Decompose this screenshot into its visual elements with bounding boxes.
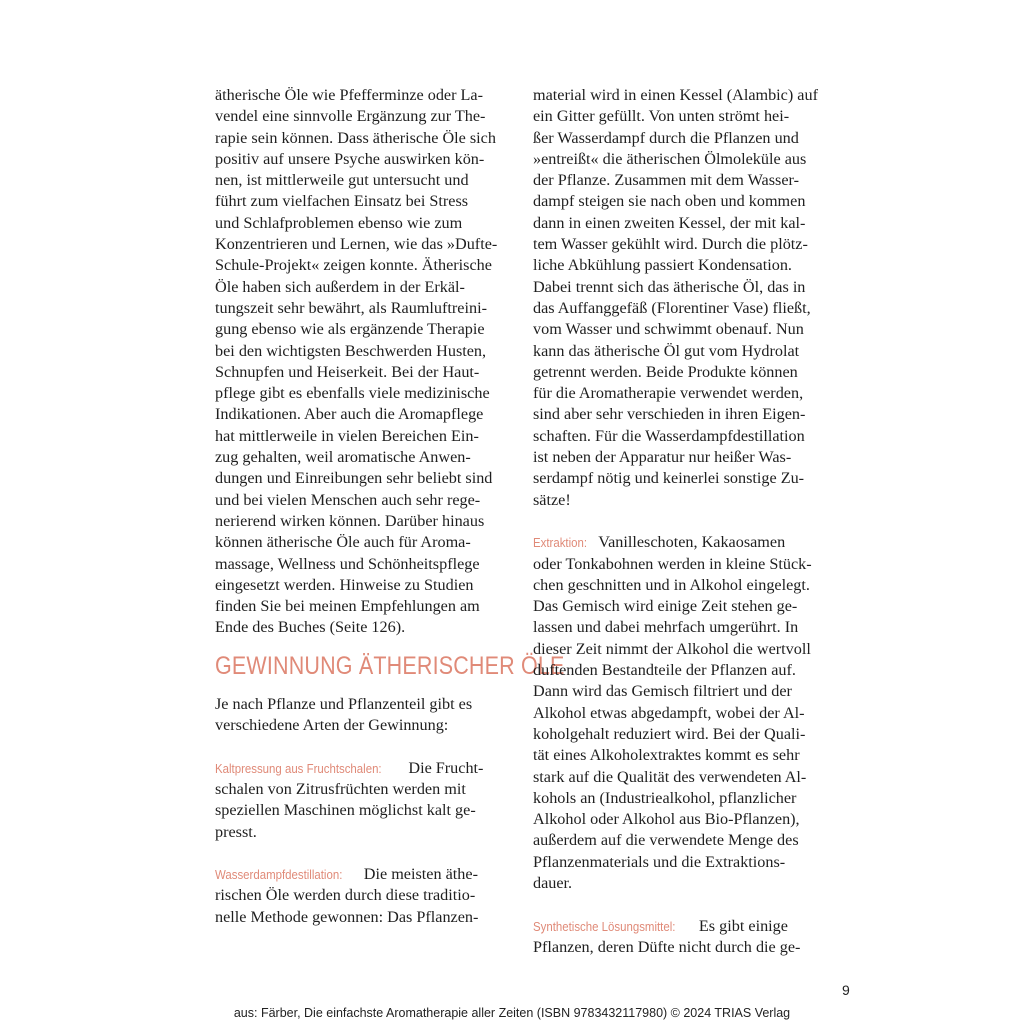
method-label: Synthetische Lösungsmittel: [533, 918, 676, 934]
method-label: Extraktion: [533, 535, 588, 551]
text-line: pflege gibt es ebenfalls viele medizinische [215, 384, 490, 403]
distillation-paragraph [533, 85, 833, 511]
text-line: können ätherische Öle auch für Aroma- [215, 533, 471, 552]
text-line: zug gehalten, weil aromatische Anwen- [215, 448, 471, 467]
text-line: und Schlafproblemen ebenso wie zum [215, 213, 463, 232]
text-line: duftenden Bestandteile der Pflanzen auf. [533, 661, 796, 680]
method-synthetische-loesungsmittel [533, 916, 833, 959]
text-line: nelle Methode gewonnen: Das Pflanzen- [215, 907, 479, 926]
text-line: material wird in einen Kessel (Alambic) auf [533, 86, 818, 104]
text-line: dann in einen zweiten Kessel, der mit kal- [533, 213, 806, 232]
text-line: Indikationen. Aber auch die Aromapflege [215, 405, 484, 424]
text-line: Alkohol oder Alkohol aus Bio-Pflanzen), [533, 810, 800, 829]
text-line: ein Gitter gefüllt. Von unten strömt hei- [533, 107, 790, 126]
text-line: lassen und dabei mehrfach umgerührt. In [533, 618, 799, 637]
text-line: »entreißt« die ätherischen Ölmoleküle aus [533, 149, 807, 168]
method-text: Vanilleschoten, Kakaosamen [598, 533, 786, 552]
text-line: nerierend wirken können. Darüber hinaus [215, 511, 485, 530]
text-line: dauer. [533, 873, 573, 892]
text-line: finden Sie bei meinen Empfehlungen am [215, 597, 480, 616]
page-number: 9 [842, 982, 850, 998]
text-line: tät eines Alkoholextraktes kommt es sehr [533, 746, 800, 765]
method-text: Es gibt einige [698, 916, 788, 935]
text-line: bei den wichtigsten Beschwerden Husten, [215, 341, 487, 360]
text-line: Dabei trennt sich das ätherische Öl, das in [533, 277, 806, 296]
text-line: Öle haben sich außerdem in der Erkäl- [215, 277, 465, 296]
text-line: Pflanzenmaterials und die Extraktions- [533, 852, 786, 871]
text-line: rapie sein können. Dass ätherische Öle sich [215, 128, 496, 147]
text-line: getrennt werden. Beide Produkte können [533, 362, 798, 381]
text-line: nen, ist mittlerweile gut untersucht und [215, 171, 469, 190]
text-line: schalen von Zitrusfrüchten werden mit [215, 779, 466, 798]
text-line: oder Tonkabohnen werden in kleine Stück- [533, 554, 812, 573]
text-line: chen geschnitten und in Alkohol eingelegt. [533, 575, 810, 594]
text-line: sätze! [533, 490, 571, 509]
text-line: hat mittlerweile in vielen Bereichen Ein- [215, 426, 479, 445]
text-line: serdampf nötig und keinerlei sonstige Zu- [533, 469, 805, 488]
text-line: Schule-Projekt« zeigen konnte. Ätherische [215, 256, 492, 275]
text-line: kohols an (Industriealkohol, pflanzlicher [533, 788, 797, 807]
text-line: ist neben der Apparatur nur heißer Was- [533, 448, 792, 467]
method-text: Die Frucht- [408, 758, 484, 777]
method-label: Kaltpressung aus Fruchtschalen: [215, 760, 382, 776]
text-line: ätherische Öle wie Pfefferminze oder La- [215, 86, 484, 104]
text-line: koholgehalt reduziert wird. Bei der Quali- [533, 724, 806, 743]
intro-paragraph [215, 85, 515, 639]
text-line: Das Gemisch wird einige Zeit stehen ge- [533, 597, 798, 616]
text-line: stark auf die Qualität des verwendeten Al- [533, 767, 807, 786]
text-line: massage, Wellness und Schönheitspflege [215, 554, 480, 573]
text-line: gung ebenso wie als ergänzende Therapie [215, 320, 485, 339]
text-line: führt zum vielfachen Einsatz bei Stress [215, 192, 469, 211]
text-line: Alkohol etwas abgedampft, wobei der Al- [533, 703, 805, 722]
text-line: liche Abkühlung passiert Kondensation. [533, 256, 792, 275]
text-line: ßer Wasserdampf durch die Pflanzen und [533, 128, 799, 147]
text-line: vom Wasser und schwimmt obenauf. Nun [533, 320, 804, 339]
text-line: kann das ätherische Öl gut vom Hydrolat [533, 341, 800, 360]
section-heading: GEWINNUNG ÄTHERISCHER ÖLE [215, 651, 565, 680]
text-line: außerdem auf die verwendete Menge des [533, 831, 799, 850]
text-line: Pflanzen, deren Düfte nicht durch die ge- [533, 937, 801, 956]
method-wasserdampfdestillation [215, 864, 515, 928]
footer-citation: aus: Färber, Die einfachste Aromatherapie aller Zeiten (ISBN 9783432117980) © 2024 TRIAS Verlag [233, 1006, 791, 1020]
text-line: der Pflanze. Zusammen mit dem Wasser- [533, 171, 799, 190]
text-line: Ende des Buches (Seite 126). [215, 618, 406, 637]
text-line: und bei vielen Menschen auch sehr rege- [215, 490, 481, 509]
text-line: sind aber sehr verschieden in ihren Eigen- [533, 405, 806, 424]
text-line: für die Aromatherapie verwendet werden, [533, 384, 804, 403]
method-kaltpressung [215, 758, 515, 843]
text-line: presst. [215, 822, 257, 841]
text-line: Schnupfen und Heiserkeit. Bei der Haut- [215, 362, 480, 381]
text-line: dampf steigen sie nach oben und kommen [533, 192, 806, 211]
text-line: speziellen Maschinen möglichst kalt ge- [215, 801, 476, 820]
text-line: eingesetzt werden. Hinweise zu Studien [215, 575, 474, 594]
right-column [533, 85, 833, 958]
text-line: Dann wird das Gemisch filtriert und der [533, 682, 792, 701]
text-line: tungszeit sehr bewährt, als Raumluftreini- [215, 298, 487, 317]
text-line: tem Wasser gekühlt wird. Durch die plötz- [533, 235, 808, 254]
method-extraktion [533, 532, 833, 894]
text-line: verschiedene Arten der Gewinnung: [215, 716, 449, 735]
text-line: schaften. Für die Wasserdampfdestillation [533, 426, 805, 445]
method-intro [215, 694, 515, 737]
text-line: dungen und Einreibungen sehr beliebt sind [215, 469, 493, 488]
method-label: Wasserdampfdestillation: [215, 867, 343, 883]
text-line: das Auffanggefäß (Florentiner Vase) fließt, [533, 298, 811, 317]
text-line: Konzentrieren und Lernen, wie das »Dufte- [215, 235, 498, 254]
text-line: dieser Zeit nimmt der Alkohol die wertvoll [533, 639, 811, 658]
text-line: positiv auf unsere Psyche auswirken kön- [215, 149, 485, 168]
text-line: rischen Öle werden durch diese traditio- [215, 886, 476, 905]
method-text: Die meisten äthe- [363, 865, 478, 884]
text-line: vendel eine sinnvolle Ergänzung zur The- [215, 107, 486, 126]
text-line: Je nach Pflanze und Pflanzenteil gibt es [215, 694, 473, 713]
